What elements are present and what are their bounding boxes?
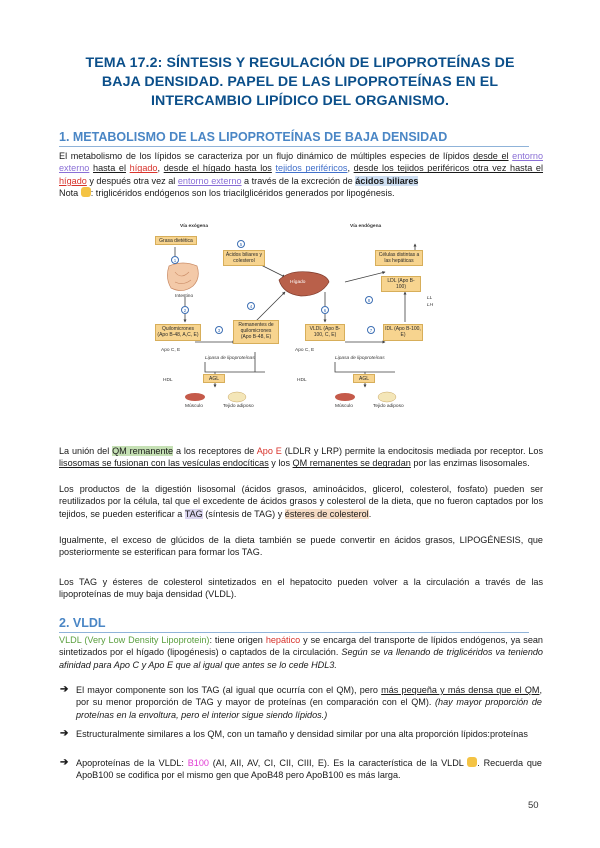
arrow-icon: ➔ bbox=[60, 757, 69, 768]
apo-ce-label-right: Apo C, E bbox=[295, 348, 315, 353]
bile-acids-box: Ácidos biliares y colesterol bbox=[223, 250, 265, 266]
idl-box: IDL (Apo B-100, E) bbox=[383, 324, 423, 341]
adipose-label-right: Tejido adiposo bbox=[373, 404, 404, 409]
lipoprotein-lipase-left: Lipasa de lipoproteínas bbox=[205, 356, 255, 361]
step-number-6: 6 bbox=[321, 306, 329, 314]
section-2-paragraph-1: VLDL (Very Low Density Lipoprotein): tiene origen hepático y se encarga del transporte de lípidos endógenos, ya sean sintetizados por el hígado (lipogénesis) o captados de la circulación. Según se va llenando de triglicéridos va teniendo afinidad para Apo C y Apo E que al igual que antes se lo cede HDL3. bbox=[59, 635, 543, 670]
ll-label: LL bbox=[427, 296, 433, 301]
step-number-5: 5 bbox=[237, 240, 245, 248]
chylomicrons-box: Quilomicrones (Apo B-48, A,C, E) bbox=[155, 324, 201, 341]
page-number: 50 bbox=[528, 800, 539, 811]
lipoprotein-pathway-diagram bbox=[145, 222, 463, 414]
writing-hand-icon bbox=[81, 187, 91, 197]
pointing-hand-icon bbox=[467, 757, 477, 767]
arrow-icon: ➔ bbox=[60, 728, 69, 739]
arrow-icon: ➔ bbox=[60, 684, 69, 695]
step-number-2: 2 bbox=[181, 306, 189, 314]
agl-box-right: AGL bbox=[353, 374, 375, 383]
section-1-paragraph-5: Los TAG y ésteres de colesterol sintetizados en el hepatocito pueden volver a la circulación a través de las lipoproteínas de muy baja densidad (VLDL). bbox=[59, 577, 543, 600]
section-1-paragraph-1: El metabolismo de los lípidos se caracteriza por un flujo dinámico de múltiples especies de lípidos desde el entorno externo hasta el hígado, desde el hígado hasta los tejidos periféricos, desde los tejidos periféricos otra vez hasta el hígado y después otra vez al entorno externo a través de la excreción de ácidos biliares Nota : triglicéridos endógenos son los triacilglicéridos generados por lipogénesis. bbox=[59, 151, 544, 199]
hdl-label-right: HDL bbox=[297, 378, 307, 383]
section-1-paragraph-3: Los productos de la digestión lisosomal (ácidos grasos, aminoácidos, glicerol, colesterol, fosfato) pueden ser reutilizados por la célula, tal que el excedente de ácidos grasos y colesterol de la dieta, que no fueron captados por los tejidos, se pueden esterificar a TAG (síntesis de TAG) y ésteres de colesterol. bbox=[59, 484, 543, 519]
hdl-label-left: HDL bbox=[163, 378, 173, 383]
ldl-box: LDL (Apo B-100) bbox=[381, 276, 421, 292]
step-number-3: 3 bbox=[215, 326, 223, 334]
section-1-heading: 1. METABOLISMO DE LAS LIPOPROTEÍNAS DE BAJA DENSIDAD bbox=[59, 130, 529, 147]
vldl-bullet-2: ➔ Estructuralmente similares a los QM, con un tamaño y densidad similar por una alta proporción lípidos:proteínas bbox=[60, 728, 528, 739]
dietary-fat-box: Grasa dietética bbox=[155, 236, 197, 245]
exogenous-title: Vía exógena bbox=[180, 224, 208, 229]
tissue-illustrations bbox=[145, 390, 463, 404]
step-number-4: 4 bbox=[247, 302, 255, 310]
lipoprotein-lipase-right: Lipasa de lipoproteínas bbox=[335, 356, 385, 361]
endogenous-title: Vía endógena bbox=[350, 224, 382, 229]
step-number-8: 8 bbox=[365, 296, 373, 304]
section-1-paragraph-4: Igualmente, el exceso de glúcidos de la dieta también se puede convertir en ácidos grasos, LIPOGÉNESIS, que posteriormente se esterifican para formar los TAG. bbox=[59, 535, 543, 558]
chylomicron-remnants-box: Remanentes de quilomicrones (Apo B-48, E) bbox=[233, 320, 279, 344]
page-title: TEMA 17.2: SÍNTESIS Y REGULACIÓN DE LIPOPROTEÍNAS DE BAJA DENSIDAD. PAPEL DE LAS LIPOPROTEÍNAS EN EL INTERCAMBIO LIPÍDICO DEL ORGANISMO. bbox=[85, 55, 515, 109]
muscle-label-left: Músculo bbox=[185, 404, 203, 409]
adipose-label-left: Tejido adiposo bbox=[223, 404, 254, 409]
section-2-heading: 2. VLDL bbox=[59, 616, 529, 633]
lh-label: LH bbox=[427, 303, 434, 308]
vldl-box: VLDL (Apo B-100, C, E) bbox=[305, 324, 345, 341]
intestine-label: Intestino bbox=[175, 294, 194, 299]
muscle-label-right: Músculo bbox=[335, 404, 353, 409]
peripheral-cells-box: Células distintas a las hepáticas bbox=[375, 250, 423, 266]
liver-label: Hígado bbox=[290, 280, 306, 285]
vldl-bullet-1: ➔ El mayor componente son los TAG (al igual que ocurría con el QM), pero más pequeña y más densa que el QM, por su menor proporción de TAG y mayor de proteínas (en comparación con el QM). (hay mayor proporción de proteínas en la envoltura, pero el interior sigue siendo lípidos.) bbox=[60, 684, 543, 720]
intestine-illustration bbox=[163, 260, 203, 298]
agl-box-left: AGL bbox=[203, 374, 225, 383]
step-number-1: 1 bbox=[171, 256, 179, 264]
apo-ce-label-left: Apo C, E bbox=[161, 348, 181, 353]
section-1-paragraph-2: La unión del QM remanente a los receptores de Apo E (LDLR y LRP) permite la endocitosis mediada por receptor. Los lisosomas se fusionan con las vesículas endocíticas y los QM remanentes se degradan por las enzimas lisosomales. bbox=[59, 446, 543, 469]
step-number-7: 7 bbox=[367, 326, 375, 334]
vldl-bullet-3: ➔ Apoproteínas de la VLDL: B100 (AI, AII, AV, CI, CII, CIII, E). Es la característica de la VLDL . Recuerda que ApoB100 se codifica por el mismo gen que ApoB48 pero ApoB100 es más larga. bbox=[60, 757, 542, 781]
